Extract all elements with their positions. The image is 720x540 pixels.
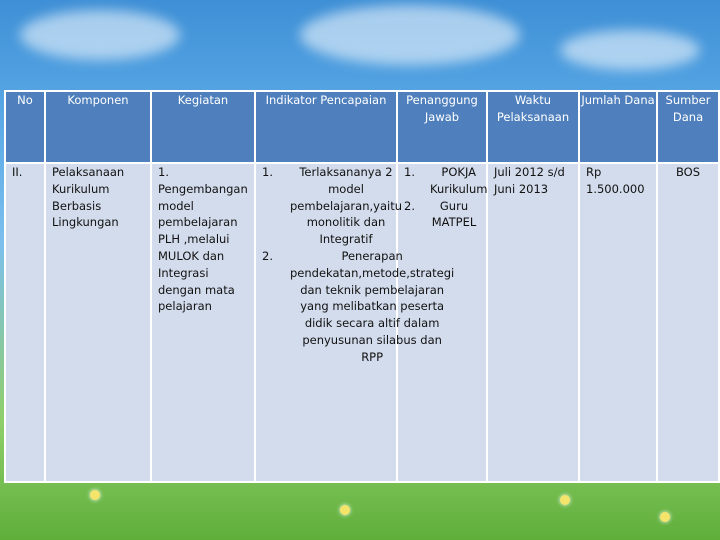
indikator-text: Penerapan pendekatan,metode,strategi dan teknik pembelajaran yang melibatkan peserta didik secara altif dalam penyusunan silabus dan RPP [290, 248, 455, 364]
flower-decoration [560, 495, 570, 505]
list-number: 1. [404, 165, 415, 179]
komponen-text: Pelaksanaan Kurikulum Berbasis Lingkungan [52, 165, 125, 230]
list-item [262, 248, 455, 366]
flower-decoration [660, 512, 670, 522]
penanggung-text: Guru MATPEL [431, 198, 477, 230]
list-number: 1. [262, 165, 273, 179]
penanggung-text: POKJA Kurikulum [430, 165, 488, 196]
flower-decoration [90, 490, 100, 500]
list-item [262, 164, 403, 248]
header-komponen: Komponen [45, 91, 151, 163]
kegiatan-text: 1. Pengembangan model pembelajaran PLH ,melalui MULOK dan Integrasi dengan mata pelajaran [158, 165, 248, 314]
cell-waktu [487, 163, 579, 482]
header-penanggung-jawab: Penanggung Jawab [397, 91, 487, 163]
header-waktu: Waktu Pelaksanaan [487, 91, 579, 163]
header-no: No [5, 91, 45, 163]
list-number: 2. [404, 198, 415, 213]
list-item [404, 198, 482, 232]
table-row [5, 163, 719, 482]
header-indikator: Indikator Pencapaian [255, 91, 397, 163]
cloud-decoration [560, 30, 700, 70]
cell-jumlah-dana [579, 163, 657, 482]
header-jumlah-dana: Jumlah Dana [579, 91, 657, 163]
header-sumber-dana: Sumber Dana [657, 91, 719, 163]
list-number: 2. [262, 248, 273, 263]
sumber-text: BOS [675, 165, 701, 179]
list-item [404, 164, 488, 198]
cell-sumber-dana [657, 163, 719, 482]
table-header-row [5, 91, 719, 163]
cloud-decoration [20, 10, 180, 60]
row-number: II. [12, 165, 23, 179]
jumlah-text: Rp 1.500.000 [586, 165, 645, 196]
cell-komponen [45, 163, 151, 482]
flower-decoration [340, 505, 350, 515]
cell-no [5, 163, 45, 482]
waktu-text: Juli 2012 s/d Juni 2013 [494, 165, 565, 196]
program-table [4, 90, 720, 483]
indikator-text: Terlaksananya 2 model pembelajaran,yaitu monolitik dan Integratif [290, 165, 403, 247]
header-kegiatan: Kegiatan [151, 91, 255, 163]
cell-kegiatan [151, 163, 255, 482]
cloud-decoration [300, 5, 520, 65]
